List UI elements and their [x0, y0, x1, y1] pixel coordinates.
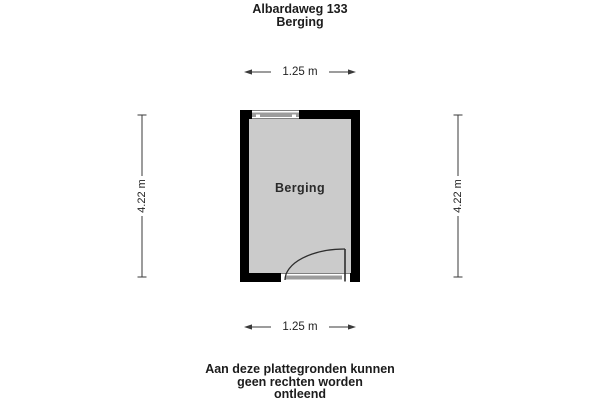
arrow-right-icon [348, 324, 356, 329]
window-frame-notch [292, 115, 296, 119]
dimension-label-top: 1.25 m [282, 66, 318, 78]
dimension-label-left: 4.22 m [136, 179, 148, 213]
disclaimer-line: ontleend [273, 387, 327, 401]
arrow-left-icon [244, 324, 252, 329]
arrow-right-icon [348, 69, 356, 74]
door-threshold [285, 276, 342, 280]
disclaimer-line: Aan deze plattegronden kunnen [205, 362, 395, 376]
window-frame-notch [256, 115, 260, 119]
title-block [0, 3, 600, 29]
page-subtitle: Berging [276, 15, 324, 29]
disclaimer-line: geen rechten worden [237, 374, 363, 389]
disclaimer [0, 363, 600, 401]
dimension-label-bottom: 1.25 m [282, 321, 318, 333]
arrow-left-icon [244, 69, 252, 74]
window-icon [252, 111, 299, 119]
dimension-label-right: 4.22 m [452, 179, 464, 213]
page-title: Albardaweg 133 [252, 2, 348, 16]
room-name-label: Berging [274, 181, 326, 195]
